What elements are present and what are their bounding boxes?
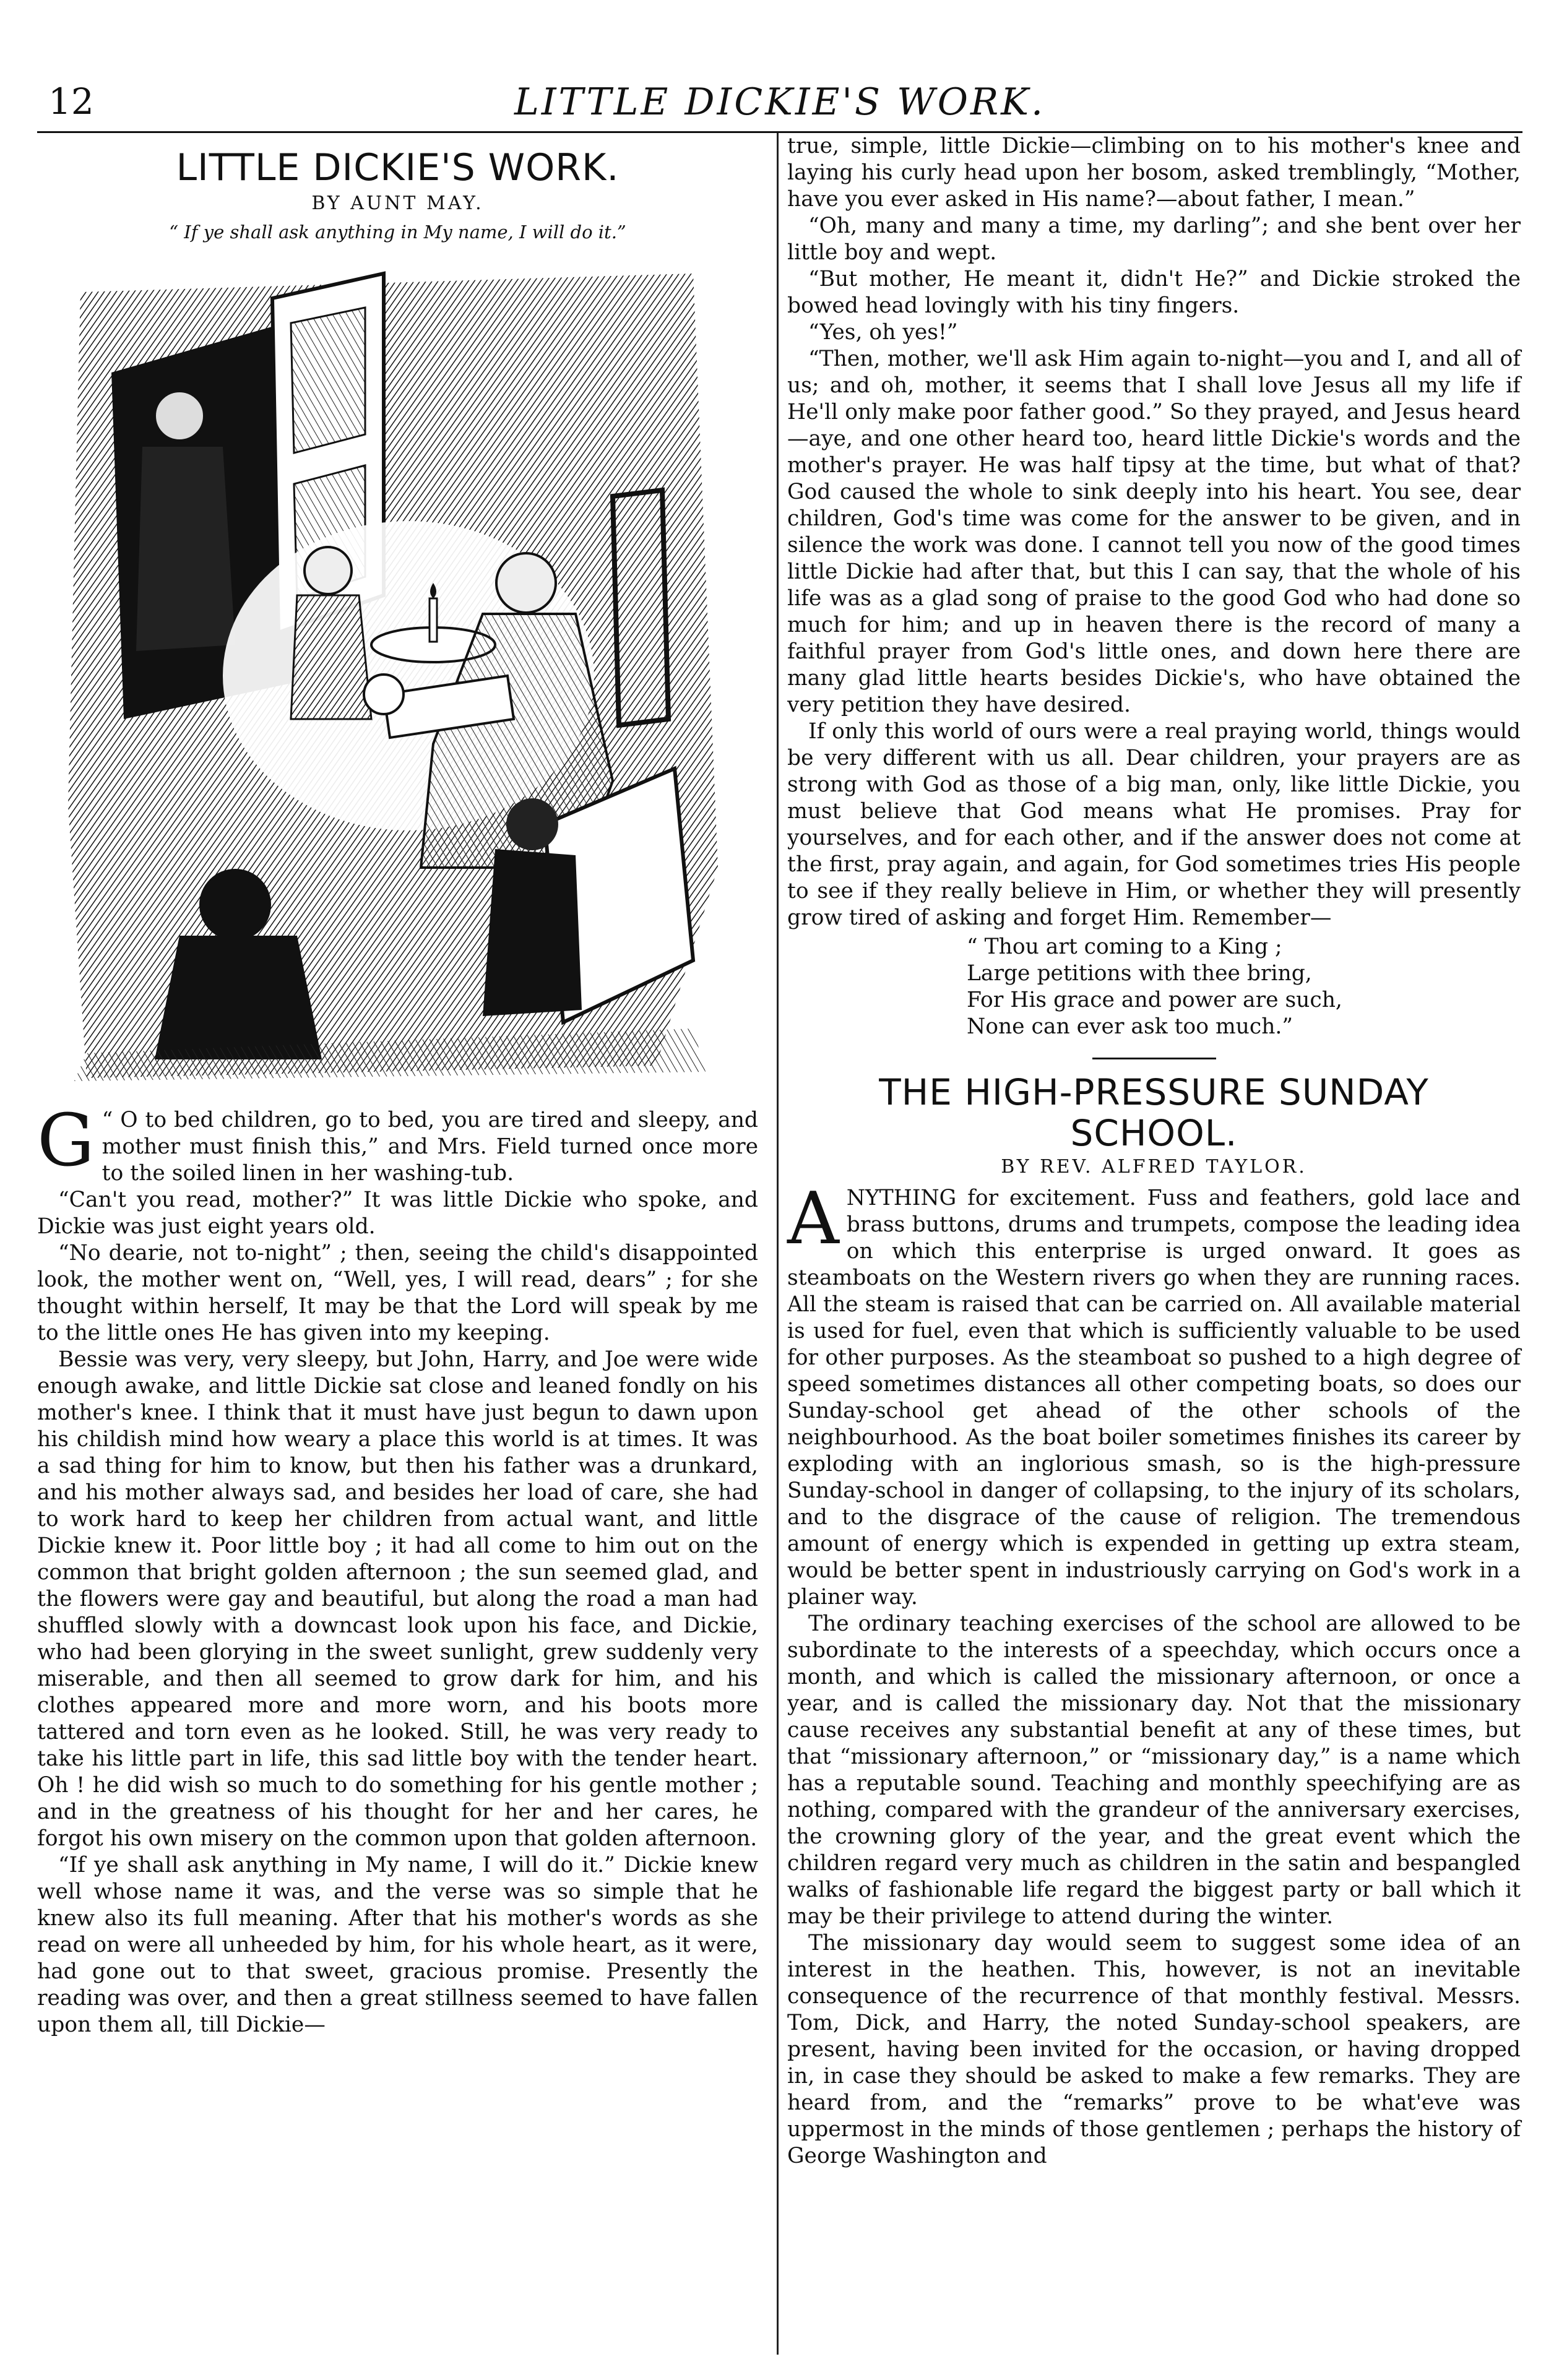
poem-line: For His grace and power are such,: [967, 988, 1342, 1012]
article2-byline: BY REV. ALFRED TAYLOR.: [1001, 1156, 1307, 1178]
article-epigraph: “ If ye shall ask anything in My name, I will do it.”: [169, 221, 626, 243]
engraving-svg: [37, 249, 758, 1093]
paragraph: ANYTHING for excitement. Fuss and feathers, gold lace and brass buttons, drums and trumpets, compose the leading idea on which this enterprise is urged onward. It goes as steamboats on the Western rivers go when they are running races. All the steam is raised that can be carried on. All available material is used for fuel, even that which is sufficiently valuable to be used for other purposes. As the steamboat so pushed to a high degree of speed sometimes distances all other competing boats, so does our Sunday-school get ahead of the other schools of the neighbourhood. As the boat boiler sometimes finishes its career by exploding with an inglorious smash, so is the high-pressure Sunday-school in danger of collapsing, to the injury of its scholars, and to the disgrace of the cause of religion. The tremendous amount of energy which is expended in getting up extra steam, would be better spent in industriously carrying on God's work in a plainer way.: [787, 1177, 1521, 1610]
paragraph: If only this world of ours were a real praying world, things would be very different with us all. Dear children, your prayers are as strong with God as those of a big man, only, like little Dickie, you must believe that God means what He promises. Pray for yourselves, and for each other, and if the answer does not come at the first, pray again, and again, for God sometimes tries His people to see if they really believe in Him, or whether they will presently grow tired of asking and forget Him. Remember—: [787, 719, 1521, 930]
dickie-head: [364, 675, 404, 714]
article2-body: [787, 1177, 1521, 2170]
article-continuation: [787, 133, 1521, 931]
poem-line: “ Thou art coming to a King ;: [967, 934, 1282, 959]
foreground-child-head: [199, 869, 271, 941]
column-divider: [777, 133, 779, 2355]
poem-line: None can ever ask too much.”: [967, 1014, 1293, 1039]
right-column: [787, 133, 1521, 2170]
mother-head: [496, 553, 556, 613]
child-figure: [291, 595, 371, 719]
paragraph: “No dearie, not to-night” ; then, seeing the child's disappointed look, the mother went on, “Well, yes, I will read, dears” ; for she thought within herself, It may be that the Lord will speak by me to the little ones He has given into my keeping.: [37, 1240, 758, 1345]
engraving-illustration: [37, 249, 758, 1093]
candle: [430, 598, 437, 642]
boy-figure: [483, 849, 582, 1016]
paragraph: The missionary day would seem to suggest some idea of an interest in the heathen. This, however, is not an inevitable consequence of the recurrence of that monthly festival. Messrs. Tom, Dick, and Harry, the noted Sunday-school speakers, are present, having been invited for the occasion, or having dropped in, in case they should be asked to make a few remarks. They are heard from, and the “remarks” prove to be what'eve was uppermost in the minds of those gentlemen ; perhaps the history of George Washington and: [787, 1931, 1521, 2168]
article2-title-line: THE HIGH-PRESSURE SUNDAY: [879, 1071, 1429, 1113]
poem: [967, 934, 1521, 1040]
foreground-child: [155, 936, 322, 1059]
poem-line: Large petitions with thee bring,: [967, 961, 1312, 986]
paragraph: “Then, mother, we'll ask Him again to-night—you and I, and all of us; and oh, mother, it seems that I shall love Jesus all my life if He'll only make poor father good.” So they prayed, and Jesus heard—aye, and one other heard too, heard little Dickie's words and the mother's prayer. He was half tipsy at the time, but what of that? God caused the whole to sink deeply into his heart. You see, dear children, God's time was come for the answer to be given, and in silence the work was done. I cannot tell you now of the good times little Dickie had after that, but this I can say, that the whole of his life was as a glad song of praise to the good God who had done so much for him; and up in heaven there is the record of many a faithful prayer from God's little ones, and down here there are many glad little hearts besides Dickie's, who have obtained the very petition they have desired.: [787, 347, 1521, 717]
article-byline: BY AUNT MAY.: [311, 192, 484, 214]
paragraph: G “ O to bed children, go to bed, you are tired and sleepy, and mother must finish this,” and Mrs. Field turned once more to the soiled linen in her washing-tub.: [37, 1098, 758, 1186]
left-column: [37, 137, 758, 2038]
father-figure: [136, 447, 235, 651]
paragraph: true, simple, little Dickie—climbing on to his mother's knee and laying his curly head upon her bosom, asked tremblingly, “Mother, have you ever asked in His name?—about father, I mean.”: [787, 134, 1521, 212]
drop-cap: G: [37, 1098, 95, 1183]
article2-title: [787, 1072, 1521, 1153]
page-header: [37, 80, 1522, 136]
paragraph: “But mother, He meant it, didn't He?” and Dickie stroked the bowed head lovingly with his tiny fingers.: [787, 267, 1521, 318]
paragraph: The ordinary teaching exercises of the school are allowed to be subordinate to the interests of a speechday, which occurs once a month, and which is called the missionary afternoon, or once a year, and is called the missionary day. Not that the missionary cause receives any substantial benefit at any of these times, but that “missionary afternoon,” or “missionary day,” is a name which has a reputable sound. Teaching and monthly speechifying are as nothing, compared with the grandeur of the anniversary exercises, the crowning glory of the year, and the great event which the children regard very much as children in the satin and bespangled walks of fashionable life regard the biggest party or ball which it may be their privilege to attend during the winter.: [787, 1611, 1521, 1929]
article-title: LITTLE DICKIE'S WORK.: [176, 146, 620, 189]
paragraph: “Yes, oh yes!”: [808, 320, 958, 345]
boy-head: [506, 798, 558, 850]
paragraph: “Can't you read, mother?” It was little Dickie who spoke, and Dickie was just eight years old.: [37, 1187, 758, 1239]
article-body: [37, 1098, 758, 2038]
paragraph: Bessie was very, very sleepy, but John, Harry, and Joe were wide enough awake, and little Dickie sat close and leaned fondly on his mother's knee. I think that it must have just begun to dawn upon his childish mind how weary a place this world is at times. It was a sad thing for him to know, but then his father was a drunkard, and his mother always sad, and besides her load of care, she had to work hard to keep her children from actual want, and little Dickie knew it. Poor little boy ; it had all come to him out on the common that bright golden afternoon ; the sun seemed glad, and the flowers were gay and beautiful, but along the road a man had shuffled slowly with a downcast look upon his face, and Dickie, who had been glorying in the sweet sunlight, grew suddenly very miserable, and then all seemed to grow dark for him, and his clothes appeared more and more worn, and his boots more tattered and torn even as he looked. Still, he was very ready to take his little part in life, this sad little boy with the tender heart. Oh ! he did wish so much to do something for his gentle mother ; and in the greatness of his thought for her and her cares, he forgot his own misery on the common upon that golden afternoon.: [37, 1347, 758, 1851]
drop-cap: A: [787, 1177, 839, 1261]
page-number: 12: [48, 80, 94, 123]
running-title: LITTLE DICKIE'S WORK.: [514, 80, 1046, 124]
section-rule: [1092, 1058, 1216, 1059]
father-head: [155, 391, 204, 441]
paragraph: “Oh, many and many a time, my darling”; and she bent over her little boy and wept.: [787, 213, 1521, 265]
article2-title-line: SCHOOL.: [1070, 1112, 1238, 1154]
child-head: [304, 547, 352, 594]
paragraph: “If ye shall ask anything in My name, I will do it.” Dickie knew well whose name it was, and the verse was so simple that he knew also its full meaning. After that his mother's words as she read on were all unheeded by him, for his whole heart, as it were, had gone out to that sweet, gracious promise. Presently the reading was over, and then a great stillness seemed to have fallen upon them all, till Dickie—: [37, 1852, 758, 2037]
